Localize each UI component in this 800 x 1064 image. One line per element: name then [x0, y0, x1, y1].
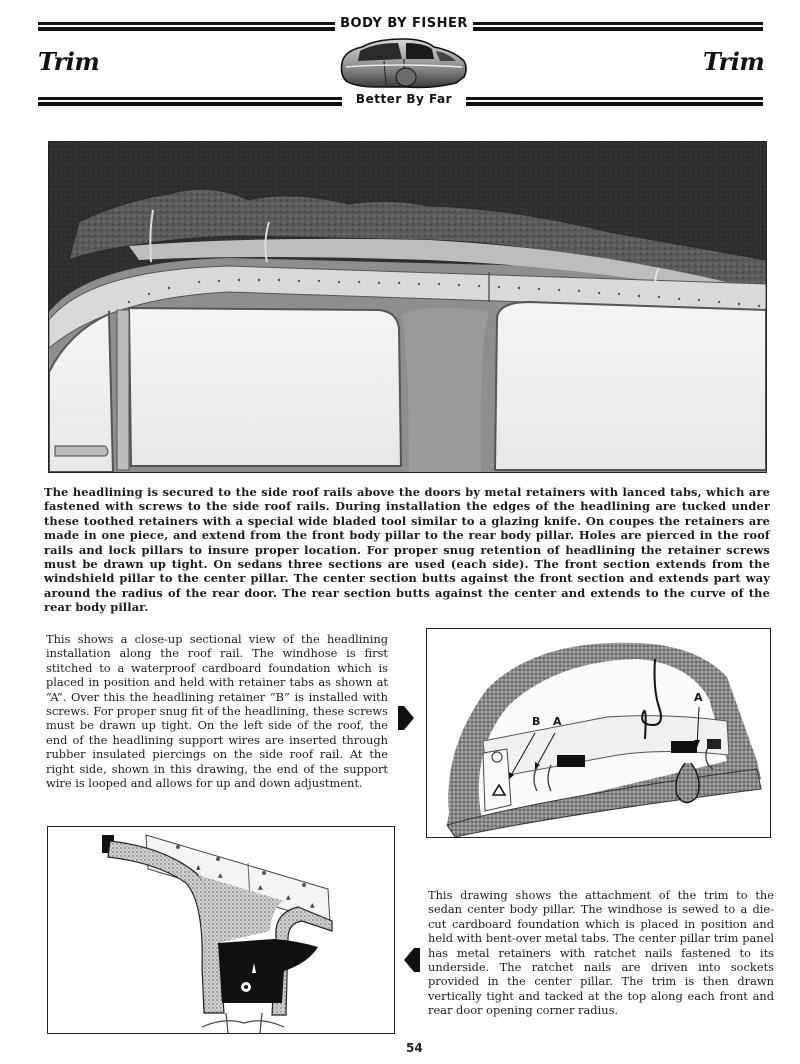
svg-text:▲: ▲	[258, 884, 263, 891]
header-rule-top-left	[38, 22, 335, 31]
svg-text:▲: ▲	[196, 864, 201, 871]
svg-text:▲: ▲	[218, 872, 223, 879]
center-pillar-caption: This drawing shows the attachment of the trim to the sedan center body pillar. The windhose is sewed to a die-cut cardboard foundation which is placed in position and held with bent-over metal tabs. The center pillar trim panel has metal retainers with ratchet nails fastened to its underside. The ratchet nails are driven into sockets provided in the center pillar. The trim is then drawn vertically tight and tacked at the top along each front and rear door opening corner radius.	[428, 888, 774, 1018]
header-rule-bottom-left	[38, 97, 342, 106]
svg-text:▲: ▲	[310, 902, 315, 909]
headlining-description: The headlining is secured to the side roof rails above the doors by metal retainers with lanced tabs, which are fastened with screws to the side roof rails. During installation the edges of the headlining are tucked under these toothed retainers with a special wide bladed tool similar to a glazing knife. On coupes the retainers are made in one piece, and extend from the front body pillar to the rear body pillar. Holes are pierced in the roof rails and lock pillars to insure proper location. For proper snug retention of headlining the retainer screws must be drawn up tight. On sedans three sections are used (each side). The front section extends from the windshield pillar to the center pillar. The center section butts against the front section and extends part way around the radius of the rear door. The rear section butts against the center and extends to the curve of the rear body pillar.	[44, 485, 770, 615]
section-label-right: Trim	[703, 47, 765, 76]
headlining-photo	[48, 141, 767, 473]
header-rule-top-right	[473, 22, 763, 31]
header-rule-bottom-right	[466, 97, 763, 106]
figure-label-a-left: A	[553, 715, 562, 728]
car-logo-icon	[336, 33, 472, 91]
figure-label-a-right: A	[694, 691, 703, 704]
headlining-photo-illustration	[49, 142, 766, 472]
svg-text:▲: ▲	[286, 894, 291, 901]
section-label-left: Trim	[38, 47, 100, 76]
brand-title: BODY BY FISHER	[340, 16, 468, 31]
page-number: 54	[406, 1041, 423, 1055]
roof-rail-caption: This shows a close-up sectional view of the headlining installation along the roof rail. The windhose is first stitched to a waterproof cardboard foundation which is placed in position and held with retainer tabs as shown at “A”. Over this the headlining retainer “B” is installed with screws. For proper snug fit of the headlining, these screws must be drawn up tight. On the left side of the roof, the end of the headlining support wires are inserted through rubber insulated piercings on the side roof rail. At the right side, shown in this drawing, the end of the support wire is looped and allows for up and down adjustment.	[46, 632, 388, 791]
figure-label-b: B	[532, 715, 541, 728]
arrow-right-icon	[398, 700, 414, 736]
roof-rail-diagram	[426, 628, 771, 838]
arrow-left-icon	[404, 942, 420, 978]
center-pillar-diagram	[47, 826, 395, 1034]
brand-slogan: Better By Far	[355, 92, 453, 106]
